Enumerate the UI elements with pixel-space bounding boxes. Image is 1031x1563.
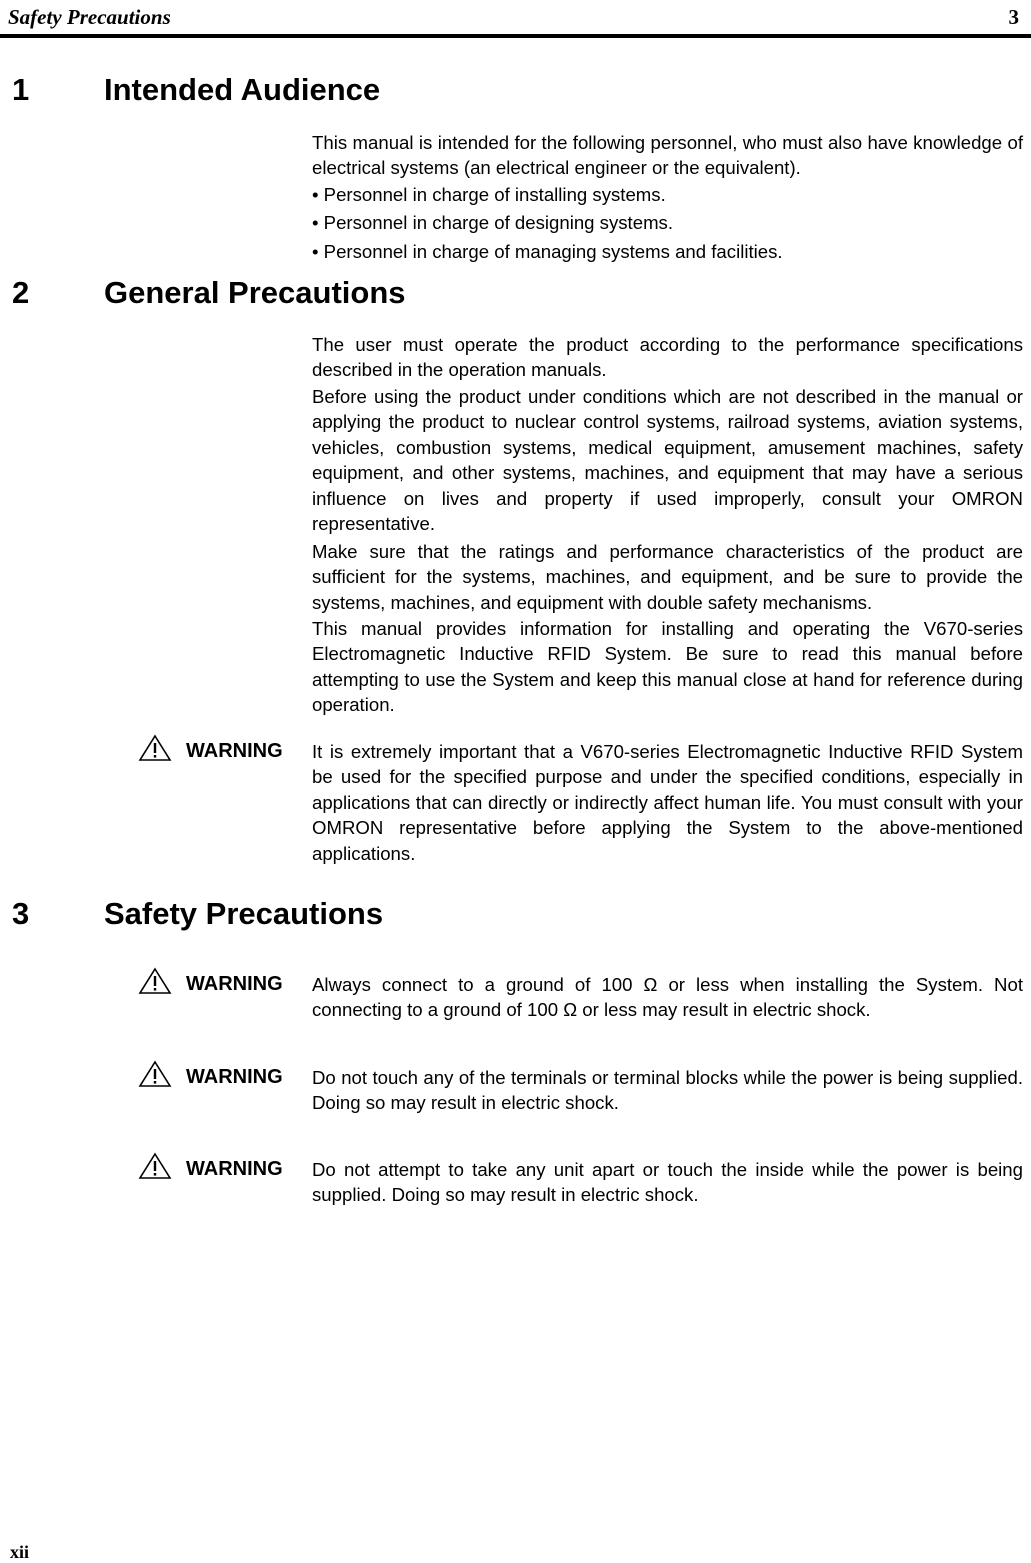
- page-header: [0, 0, 1031, 38]
- intended-audience-intro: This manual is intended for the following personnel, who must also have knowledge of electrical systems (an electrical engineer or the equivalent).: [312, 132, 1023, 179]
- warning-label: WARNING: [186, 740, 283, 762]
- section-number: 2: [12, 275, 30, 310]
- audience-bullet: • Personnel in charge of designing systems.: [312, 212, 674, 233]
- warning-label: WARNING: [186, 973, 283, 995]
- audience-bullet: • Personnel in charge of installing systems.: [312, 184, 666, 205]
- general-precautions-paragraph: The user must operate the product according to the performance specifications described in the operation manuals.: [312, 334, 1023, 381]
- warning-label: WARNING: [186, 1158, 283, 1180]
- section-title: General Precautions: [104, 275, 406, 310]
- general-precautions-paragraph: Before using the product under conditions which are not described in the manual or applying the product to nuclear control systems, railroad systems, aviation systems, vehicles, combustion systems, medical equipment, amusement machines, safety equipment, and other systems, machines, and equipment that may have a serious influence on lives and property if used improperly, consult your OMRON representative.: [312, 386, 1023, 535]
- section-heading-safety-precautions: [0, 894, 1031, 934]
- general-precautions-paragraph: This manual provides information for installing and operating the V670-series Electromagnetic Inductive RFID System. Be sure to read this manual before attempting to use the System and keep this manual close at hand for reference during operation.: [312, 618, 1023, 716]
- section-heading-general-precautions: [0, 273, 1031, 313]
- warning-text: It is extremely important that a V670-series Electromagnetic Inductive RFID System be used for the specified purpose and under the specified conditions, especially in applications that can directly or indirectly affect human life. You must consult with your OMRON representative before applying the System to the above-mentioned applications.: [312, 741, 1023, 864]
- header-title: Safety Precautions: [8, 5, 171, 29]
- warning-text: Always connect to a ground of 100 Ω or less when installing the System. Not connecting to a ground of 100 Ω or less may result in electric shock.: [312, 974, 1023, 1021]
- section-heading-intended-audience: [0, 70, 1031, 110]
- warning-triangle-icon: [138, 734, 172, 762]
- warning-text: Do not touch any of the terminals or terminal blocks while the power is being supplied. Doing so may result in electric shock.: [312, 1067, 1023, 1114]
- warning-triangle-icon: [138, 967, 172, 995]
- audience-bullet: • Personnel in charge of managing systems and facilities.: [312, 241, 783, 262]
- section-title: Intended Audience: [104, 72, 381, 107]
- section-title: Safety Precautions: [104, 896, 384, 931]
- section-number: 1: [12, 72, 30, 107]
- footer-page-label: xii: [10, 1542, 30, 1562]
- header-page-number: 3: [1008, 5, 1019, 29]
- section-number: 3: [12, 896, 30, 931]
- warning-label: WARNING: [186, 1066, 283, 1088]
- warning-text: Do not attempt to take any unit apart or touch the inside while the power is being supplied. Doing so may result in electric shock.: [312, 1159, 1023, 1206]
- warning-triangle-icon: [138, 1060, 172, 1088]
- warning-triangle-icon: [138, 1152, 172, 1180]
- general-precautions-paragraph: Make sure that the ratings and performance characteristics of the product are sufficient for the systems, machines, and equipment, and be sure to provide the systems, machines, and equipment with double safety mechanisms.: [312, 541, 1023, 613]
